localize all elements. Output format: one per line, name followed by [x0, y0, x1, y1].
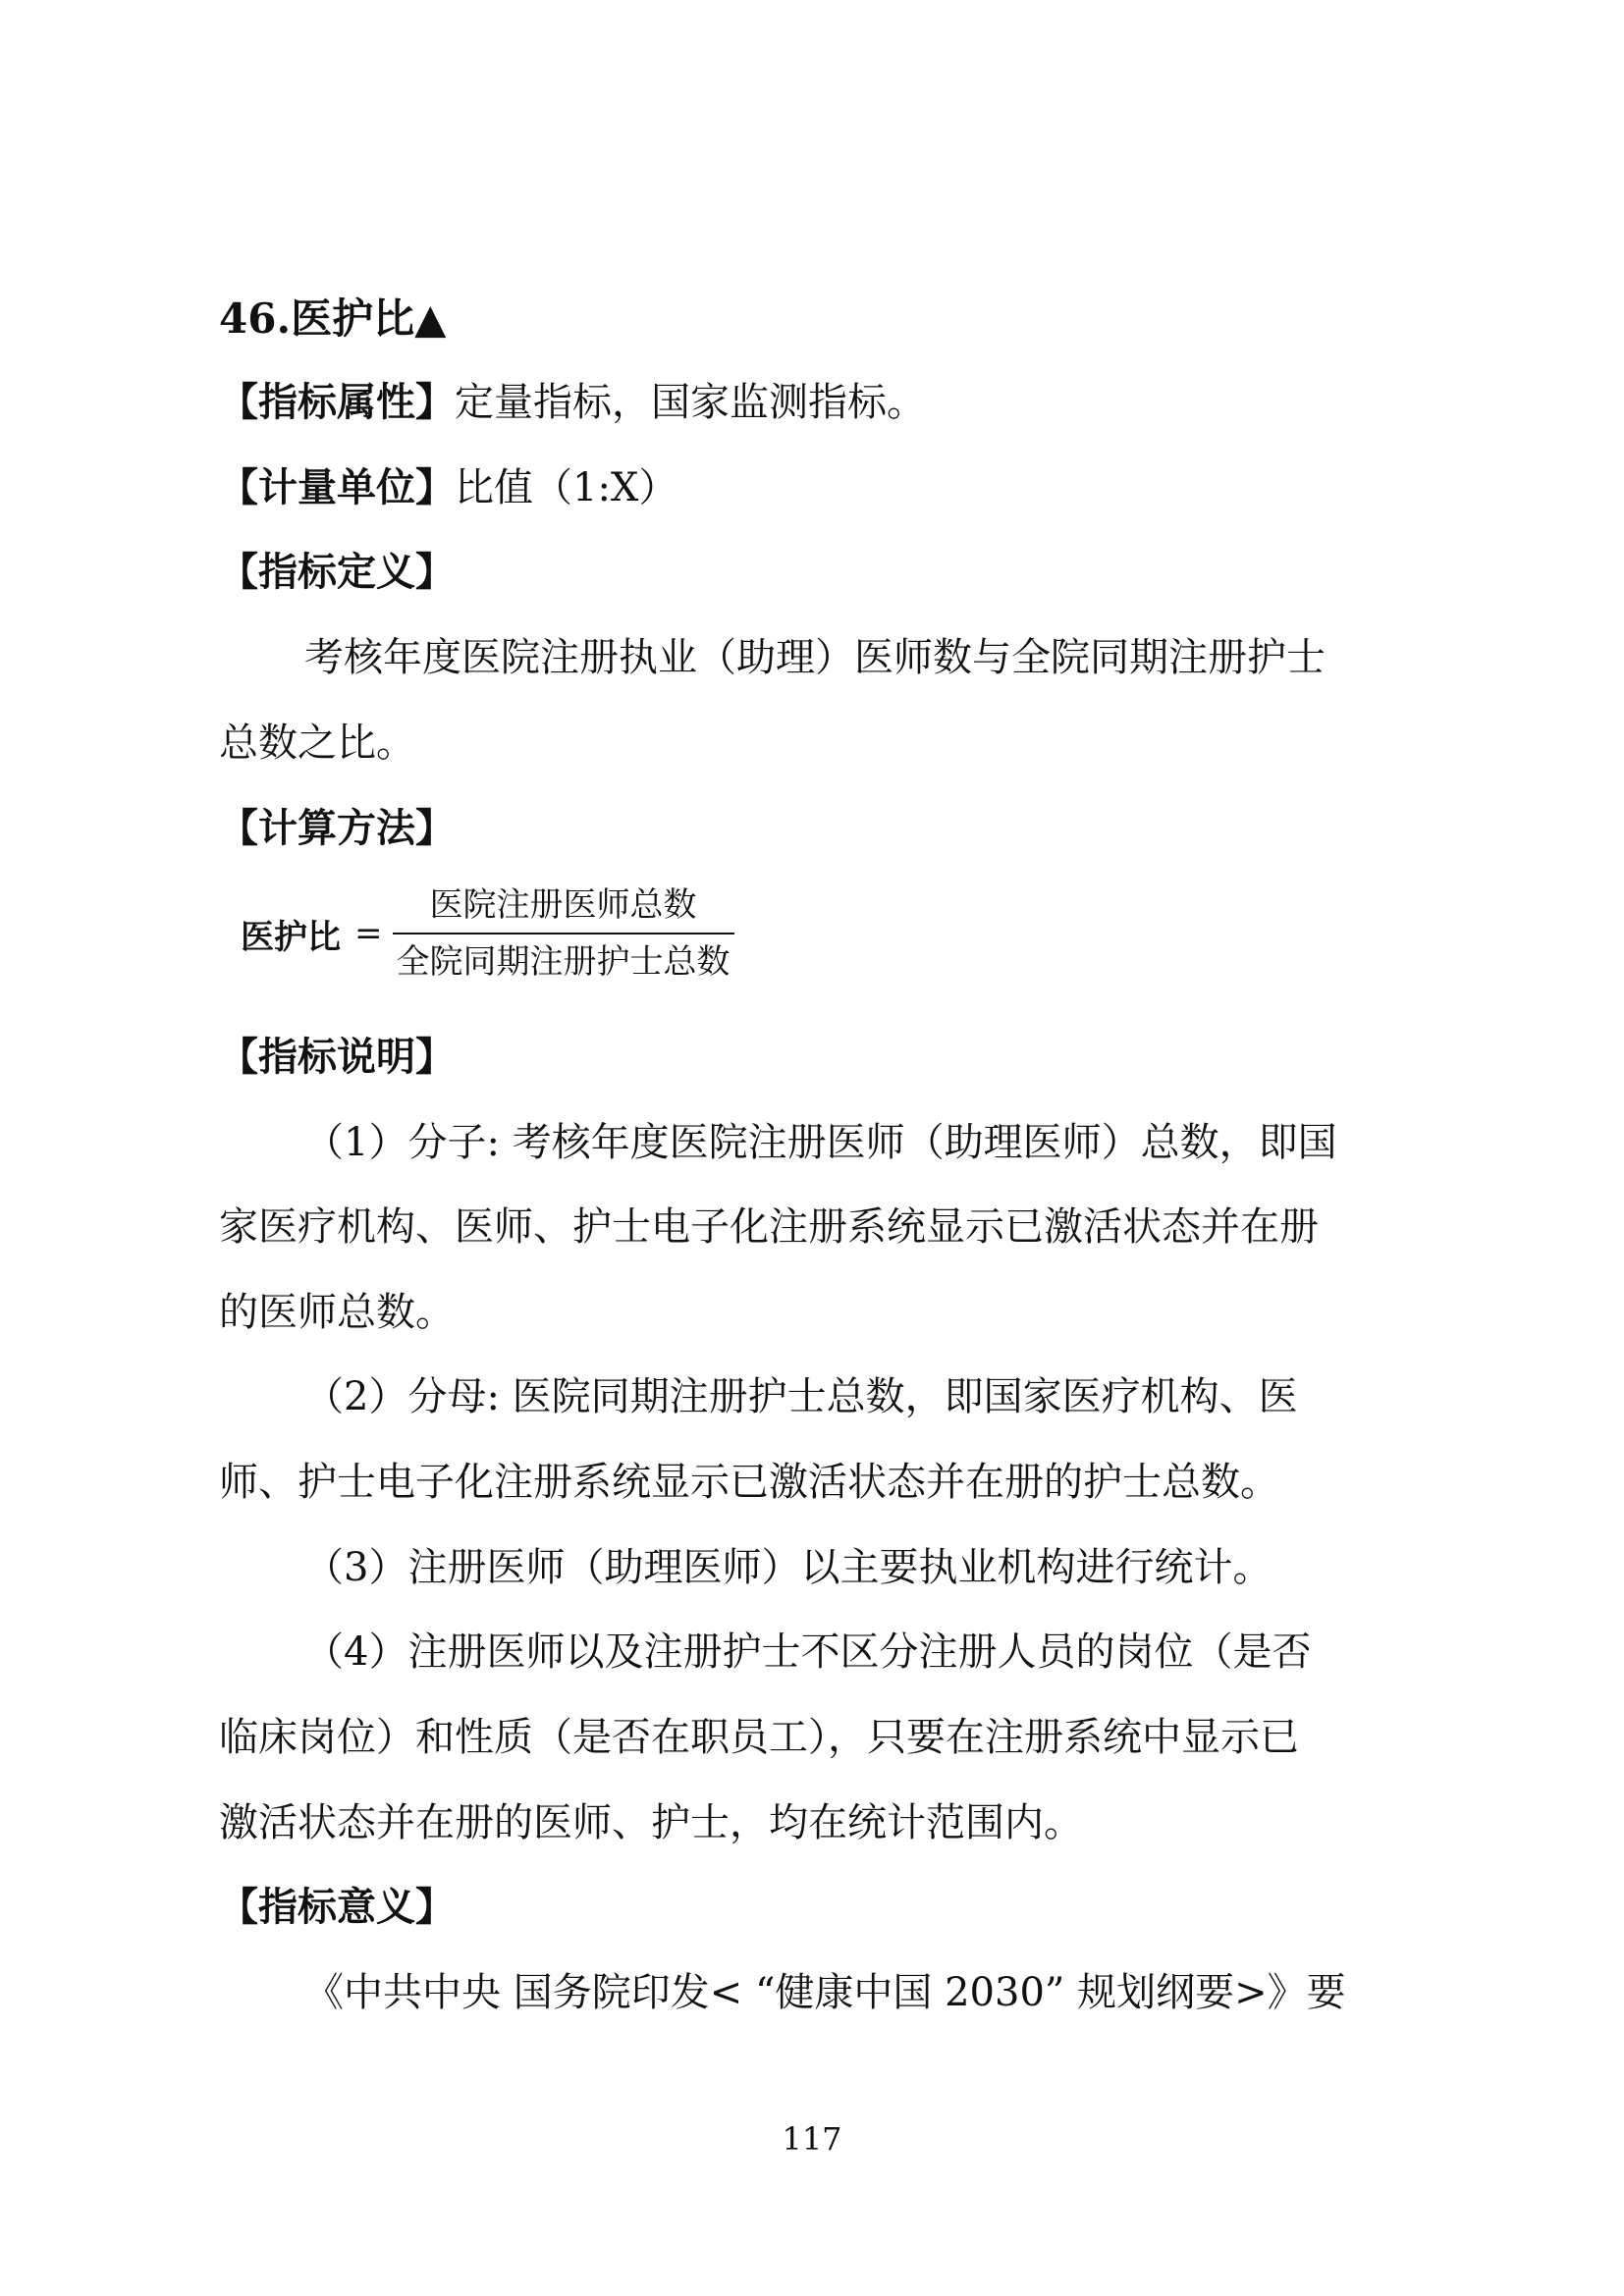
- page-number: 117: [782, 2120, 842, 2158]
- explanation-p4-line-2: 临床岗位）和性质（是否在职员工），只要在注册系统中显示已: [219, 1715, 1299, 1760]
- significance-line-1: 《中共中央 国务院印发< “健康中国 2030” 规划纲要>》要: [304, 1970, 1346, 2015]
- formula-fraction: [393, 883, 734, 984]
- unit-row: [219, 458, 677, 517]
- definition-line-2: 总数之比。: [219, 721, 415, 766]
- significance-tag: 【指标意义】: [219, 1884, 455, 1930]
- explanation-p4-line-3: 激活状态并在册的医师、护士，均在统计范围内。: [219, 1800, 1083, 1845]
- explanation-p1-line-1: （1）分子: 考核年度医院注册医师（助理医师）总数，即国: [304, 1120, 1337, 1165]
- explanation-p4-line-1: （4）注册医师以及注册护士不区分注册人员的岗位（是否: [304, 1629, 1312, 1675]
- explanation-p3-line-1: （3）注册医师（助理医师）以主要执业机构进行统计。: [304, 1545, 1272, 1590]
- formula-equals: =: [354, 914, 383, 953]
- attribute-row: [219, 373, 926, 432]
- explanation-tag: 【指标说明】: [219, 1034, 455, 1080]
- attribute-tag: 【指标属性】: [219, 379, 455, 425]
- explanation-p2-line-2: 师、护士电子化注册系统显示已激活状态并在册的护士总数。: [219, 1460, 1279, 1505]
- attribute-text: 定量指标，国家监测指标。: [455, 380, 926, 425]
- unit-tag: 【计量单位】: [219, 464, 455, 510]
- formula-lhs: 医护比: [241, 917, 341, 957]
- definition-line-1: 考核年度医院注册执业（助理）医师数与全院同期注册护士: [304, 635, 1326, 680]
- unit-text: 比值（1:X）: [455, 465, 678, 510]
- explanation-p1-line-3: 的医师总数。: [219, 1290, 455, 1335]
- method-tag: 【计算方法】: [219, 805, 455, 851]
- section-heading: 46.医护比▲: [219, 294, 447, 343]
- explanation-p2-line-1: （2）分母: 医院同期注册护士总数，即国家医疗机构、医: [304, 1374, 1298, 1419]
- formula-denominator: 全院同期注册护士总数: [396, 942, 731, 982]
- explanation-p1-line-2: 家医疗机构、医师、护士电子化注册系统显示已激活状态并在册: [219, 1204, 1319, 1250]
- formula: [241, 883, 734, 984]
- formula-numerator: 医院注册医师总数: [429, 885, 697, 925]
- definition-tag: 【指标定义】: [219, 549, 455, 595]
